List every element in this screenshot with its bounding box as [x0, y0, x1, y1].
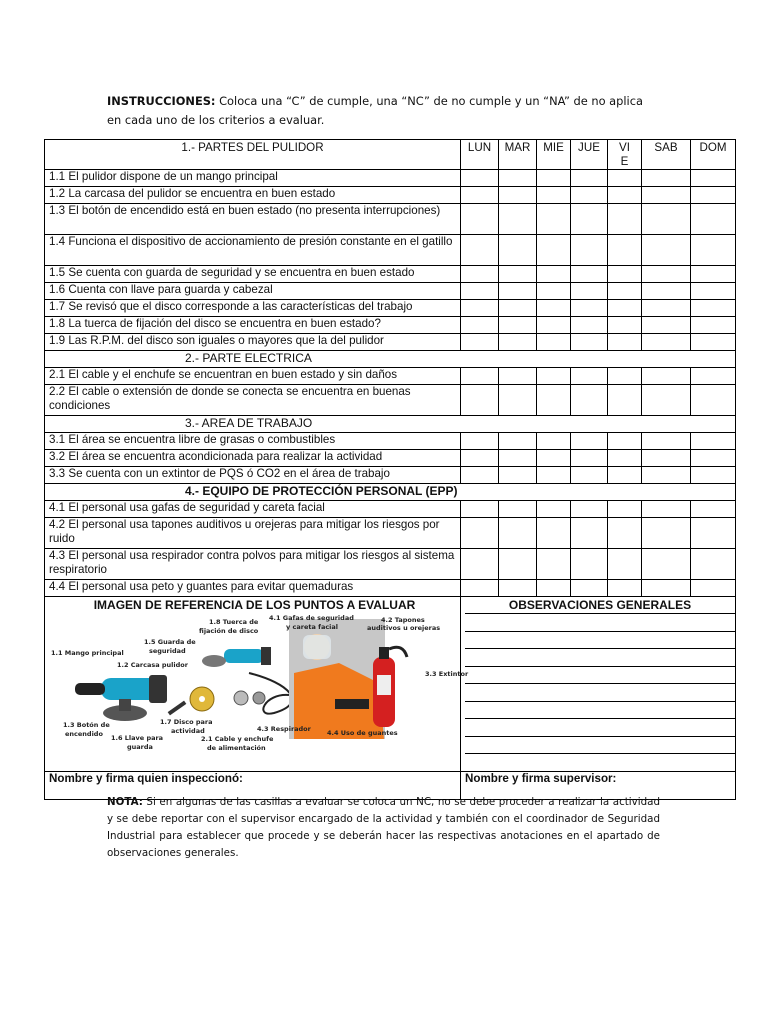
criteria-row [45, 433, 736, 450]
check-cell[interactable] [691, 433, 736, 450]
check-cell[interactable] [571, 580, 608, 597]
criteria-row [45, 501, 736, 518]
check-cell[interactable] [642, 187, 691, 204]
label-4-2b: auditivos u orejeras [367, 624, 441, 632]
check-cell[interactable] [642, 300, 691, 317]
observation-line[interactable] [465, 614, 735, 632]
check-cell[interactable] [608, 204, 642, 235]
check-cell[interactable] [642, 467, 691, 484]
check-cell[interactable] [691, 187, 736, 204]
criteria-row [45, 283, 736, 300]
criteria-label: 2.1 El cable y el enchufe se encuentran en buen estado y sin daños [45, 368, 461, 385]
check-cell[interactable] [608, 580, 642, 597]
section-3-title: 3.- AREA DE TRABAJO [45, 416, 736, 433]
check-cell[interactable] [608, 549, 642, 580]
section-row [45, 484, 736, 501]
label-1-8b: fijación de disco [199, 627, 259, 635]
check-cell[interactable] [608, 385, 642, 416]
check-cell[interactable] [499, 433, 537, 450]
check-cell[interactable] [691, 580, 736, 597]
check-cell[interactable] [691, 501, 736, 518]
worker-ppe-image [289, 619, 385, 739]
observations-title: OBSERVACIONES GENERALES [465, 597, 735, 614]
check-cell[interactable] [461, 368, 499, 385]
day-header: LUN [461, 140, 499, 170]
criteria-label: 1.4 Funciona el dispositivo de accionamiento de presión constante en el gatillo [45, 235, 461, 266]
check-cell[interactable] [691, 518, 736, 549]
reference-image-cell [45, 597, 469, 772]
check-cell[interactable] [642, 204, 691, 235]
check-cell[interactable] [537, 283, 571, 300]
check-cell[interactable] [537, 187, 571, 204]
grinder-small-image [202, 647, 271, 667]
day-header: VI E [608, 140, 642, 170]
check-cell[interactable] [691, 317, 736, 334]
criteria-label: 4.3 El personal usa respirador contra polvos para mitigar los riesgos al sistema respiratorio [45, 549, 461, 580]
check-cell[interactable] [571, 518, 608, 549]
check-cell[interactable] [571, 170, 608, 187]
check-cell[interactable] [691, 549, 736, 580]
criteria-row [45, 204, 736, 235]
check-cell[interactable] [571, 300, 608, 317]
criteria-row [45, 467, 736, 484]
note-label: NOTA: [107, 796, 143, 808]
check-cell[interactable] [571, 283, 608, 300]
check-cell[interactable] [499, 283, 537, 300]
header-row [45, 140, 736, 170]
criteria-label: 3.2 El área se encuentra acondicionada para realizar la actividad [45, 450, 461, 467]
label-1-3a: 1.3 Botón de [63, 721, 110, 729]
check-cell[interactable] [571, 433, 608, 450]
check-cell[interactable] [537, 235, 571, 266]
check-cell[interactable] [608, 518, 642, 549]
check-cell[interactable] [691, 450, 736, 467]
criteria-row [45, 317, 736, 334]
check-cell[interactable] [642, 580, 691, 597]
label-2-1a: 2.1 Cable y enchufe [201, 735, 274, 743]
check-cell[interactable] [537, 300, 571, 317]
criteria-label: 3.1 El área se encuentra libre de grasas o combustibles [45, 433, 461, 450]
check-cell[interactable] [642, 501, 691, 518]
check-cell[interactable] [571, 317, 608, 334]
check-cell[interactable] [608, 235, 642, 266]
label-4-2a: 4.2 Tapones [381, 616, 425, 624]
grinder-image [75, 675, 167, 721]
check-cell[interactable] [642, 450, 691, 467]
label-1-5b: seguridad [149, 647, 186, 655]
reference-image-title: IMAGEN DE REFERENCIA DE LOS PUNTOS A EVALUAR [93, 598, 416, 612]
criteria-label: 2.2 El cable o extensión de donde se conecta se encuentra en buenas condiciones [45, 385, 461, 416]
criteria-label: 1.9 Las R.P.M. del disco son iguales o mayores que la del pulidor [45, 334, 461, 351]
check-cell[interactable] [642, 170, 691, 187]
criteria-label: 1.7 Se revisó que el disco corresponde a las características del trabajo [45, 300, 461, 317]
check-cell[interactable] [537, 518, 571, 549]
criteria-label: 1.6 Cuenta con llave para guarda y cabezal [45, 283, 461, 300]
observation-line[interactable] [465, 737, 735, 755]
label-1-3b: encendido [65, 730, 103, 738]
observation-line[interactable] [465, 649, 735, 667]
check-cell[interactable] [499, 580, 537, 597]
check-cell[interactable] [499, 368, 537, 385]
check-cell[interactable] [608, 433, 642, 450]
check-cell[interactable] [642, 235, 691, 266]
check-cell[interactable] [608, 300, 642, 317]
check-cell[interactable] [608, 187, 642, 204]
label-1-6a: 1.6 Llave para [111, 734, 164, 742]
check-cell[interactable] [537, 467, 571, 484]
check-cell[interactable] [571, 385, 608, 416]
check-cell[interactable] [461, 334, 499, 351]
inspector-signature[interactable]: Nombre y firma quien inspeccionó: [45, 771, 461, 799]
check-cell[interactable] [571, 334, 608, 351]
label-1-2: 1.2 Carcasa pulidor [117, 661, 188, 669]
day-header: MIE [537, 140, 571, 170]
check-cell[interactable] [608, 317, 642, 334]
check-cell[interactable] [461, 450, 499, 467]
section-1-title: 1.- PARTES DEL PULIDOR [45, 140, 461, 170]
criteria-row [45, 235, 736, 266]
check-cell[interactable] [461, 385, 499, 416]
criteria-label: 4.1 El personal usa gafas de seguridad y careta facial [45, 501, 461, 518]
check-cell[interactable] [461, 433, 499, 450]
check-cell[interactable] [642, 549, 691, 580]
observations-lines[interactable] [465, 614, 735, 771]
label-4-4: 4.4 Uso de guantes [327, 729, 398, 737]
check-cell[interactable] [691, 385, 736, 416]
check-cell[interactable] [642, 518, 691, 549]
check-cell[interactable] [608, 266, 642, 283]
note [107, 794, 660, 862]
criteria-label: 1.1 El pulidor dispone de un mango principal [45, 170, 461, 187]
observations-cell [461, 597, 736, 772]
label-2-1b: de alimentación [207, 744, 266, 752]
check-cell[interactable] [461, 518, 499, 549]
section-4-title: 4.- EQUIPO DE PROTECCIÓN PERSONAL (EPP) [45, 484, 736, 501]
check-cell[interactable] [691, 467, 736, 484]
instructions [107, 92, 647, 130]
check-cell[interactable] [571, 549, 608, 580]
check-cell[interactable] [461, 467, 499, 484]
criteria-label: 4.2 El personal usa tapones auditivos u orejeras para mitigar los riesgos por ruido [45, 518, 461, 549]
check-cell[interactable] [571, 467, 608, 484]
label-1-1: 1.1 Mango principal [51, 649, 124, 657]
criteria-row [45, 334, 736, 351]
criteria-row [45, 518, 736, 549]
criteria-label: 1.2 La carcasa del pulidor se encuentra en buen estado [45, 187, 461, 204]
check-cell[interactable] [642, 317, 691, 334]
check-cell[interactable] [537, 501, 571, 518]
criteria-row [45, 385, 736, 416]
check-cell[interactable] [571, 450, 608, 467]
check-cell[interactable] [691, 334, 736, 351]
check-cell[interactable] [499, 518, 537, 549]
label-4-3: 4.3 Respirador [257, 725, 311, 733]
check-cell[interactable] [461, 204, 499, 235]
label-4-1a: 4.1 Gafas de seguridad [269, 614, 354, 622]
check-cell[interactable] [608, 467, 642, 484]
check-cell[interactable] [691, 368, 736, 385]
check-cell[interactable] [691, 300, 736, 317]
criteria-label: 1.8 La tuerca de fijación del disco se encuentra en buen estado? [45, 317, 461, 334]
observation-line[interactable] [465, 754, 735, 771]
check-cell[interactable] [461, 300, 499, 317]
check-cell[interactable] [608, 334, 642, 351]
check-cell[interactable] [499, 187, 537, 204]
check-cell[interactable] [642, 385, 691, 416]
check-cell[interactable] [537, 450, 571, 467]
check-cell[interactable] [642, 433, 691, 450]
check-cell[interactable] [642, 334, 691, 351]
check-cell[interactable] [571, 368, 608, 385]
check-cell[interactable] [461, 187, 499, 204]
note-text: Si en algunas de las casillas a evaluar se coloca un NC, no se debe proceder a realizar la actividad y se debe reportar con el supervisor encargado de la actividad y también con el coordinador de Seguridad Industrial para establecer que procede y se deberán hacer las respectivas anotaciones en el apartado de observaciones generales. [107, 796, 660, 859]
instructions-text: Coloca una “C” de cumple, una “NC” de no cumple y un “NA” de no aplica en cada uno de los criterios a evaluar. [107, 94, 643, 127]
check-cell[interactable] [499, 549, 537, 580]
criteria-row [45, 450, 736, 467]
check-cell[interactable] [537, 368, 571, 385]
check-cell[interactable] [461, 266, 499, 283]
check-cell[interactable] [461, 501, 499, 518]
check-cell[interactable] [499, 266, 537, 283]
label-1-7a: 1.7 Disco para [160, 718, 213, 726]
label-3-3: 3.3 Extintor [425, 670, 469, 678]
check-cell[interactable] [461, 580, 499, 597]
day-header: SAB [642, 140, 691, 170]
check-cell[interactable] [537, 204, 571, 235]
check-cell[interactable] [537, 433, 571, 450]
check-cell[interactable] [642, 266, 691, 283]
criteria-row [45, 300, 736, 317]
label-1-8a: 1.8 Tuerca de [209, 618, 259, 626]
check-cell[interactable] [499, 385, 537, 416]
check-cell[interactable] [461, 283, 499, 300]
reference-row [45, 597, 736, 772]
check-cell[interactable] [571, 501, 608, 518]
check-cell[interactable] [537, 385, 571, 416]
check-cell[interactable] [537, 170, 571, 187]
check-cell[interactable] [691, 170, 736, 187]
check-cell[interactable] [537, 317, 571, 334]
check-cell[interactable] [571, 235, 608, 266]
check-cell[interactable] [691, 283, 736, 300]
check-cell[interactable] [642, 283, 691, 300]
extinguisher-image [373, 647, 407, 727]
observation-line[interactable] [465, 702, 735, 720]
check-cell[interactable] [499, 204, 537, 235]
check-cell[interactable] [608, 283, 642, 300]
check-cell[interactable] [608, 450, 642, 467]
check-cell[interactable] [499, 235, 537, 266]
label-4-1b: y careta facial [286, 623, 339, 631]
check-cell[interactable] [537, 266, 571, 283]
instructions-label: INSTRUCCIONES: [107, 94, 216, 108]
criteria-label: 1.3 El botón de encendido está en buen estado (no presenta interrupciones) [45, 204, 461, 235]
check-cell[interactable] [461, 549, 499, 580]
check-cell[interactable] [499, 334, 537, 351]
criteria-label: 4.4 El personal usa peto y guantes para evitar quemaduras [45, 580, 461, 597]
check-cell[interactable] [608, 368, 642, 385]
check-cell[interactable] [608, 501, 642, 518]
label-1-6b: guarda [127, 743, 153, 751]
check-cell[interactable] [691, 266, 736, 283]
check-cell[interactable] [537, 334, 571, 351]
label-1-7b: actividad [171, 727, 205, 735]
check-cell[interactable] [499, 317, 537, 334]
inspection-table [44, 139, 736, 800]
criteria-label: 1.5 Se cuenta con guarda de seguridad y se encuentra en buen estado [45, 266, 461, 283]
observation-line[interactable] [465, 719, 735, 737]
check-cell[interactable] [642, 368, 691, 385]
label-1-5a: 1.5 Guarda de [144, 638, 196, 646]
wrench-icon [168, 701, 187, 716]
criteria-row [45, 170, 736, 187]
criteria-row [45, 187, 736, 204]
check-cell[interactable] [571, 187, 608, 204]
section-row [45, 351, 736, 368]
check-cell[interactable] [499, 450, 537, 467]
observation-line[interactable] [465, 667, 735, 685]
check-cell[interactable] [499, 467, 537, 484]
criteria-row [45, 580, 736, 597]
check-cell[interactable] [691, 235, 736, 266]
check-cell[interactable] [571, 266, 608, 283]
check-cell[interactable] [461, 170, 499, 187]
check-cell[interactable] [461, 317, 499, 334]
observation-line[interactable] [465, 684, 735, 702]
check-cell[interactable] [691, 204, 736, 235]
supervisor-signature[interactable]: Nombre y firma supervisor: [461, 771, 736, 799]
reference-figure [49, 613, 469, 763]
criteria-label: 3.3 Se cuenta con un extintor de PQS ó CO2 en el área de trabajo [45, 467, 461, 484]
check-cell[interactable] [571, 204, 608, 235]
day-header: DOM [691, 140, 736, 170]
criteria-row [45, 549, 736, 580]
check-cell[interactable] [461, 235, 499, 266]
day-header: MAR [499, 140, 537, 170]
check-cell[interactable] [499, 300, 537, 317]
check-cell[interactable] [499, 501, 537, 518]
check-cell[interactable] [608, 170, 642, 187]
check-cell[interactable] [537, 580, 571, 597]
day-header: JUE [571, 140, 608, 170]
check-cell[interactable] [537, 549, 571, 580]
check-cell[interactable] [499, 170, 537, 187]
section-row [45, 416, 736, 433]
criteria-row [45, 266, 736, 283]
criteria-row [45, 368, 736, 385]
observation-line[interactable] [465, 632, 735, 650]
section-2-title: 2.- PARTE ELECTRICA [45, 351, 736, 368]
